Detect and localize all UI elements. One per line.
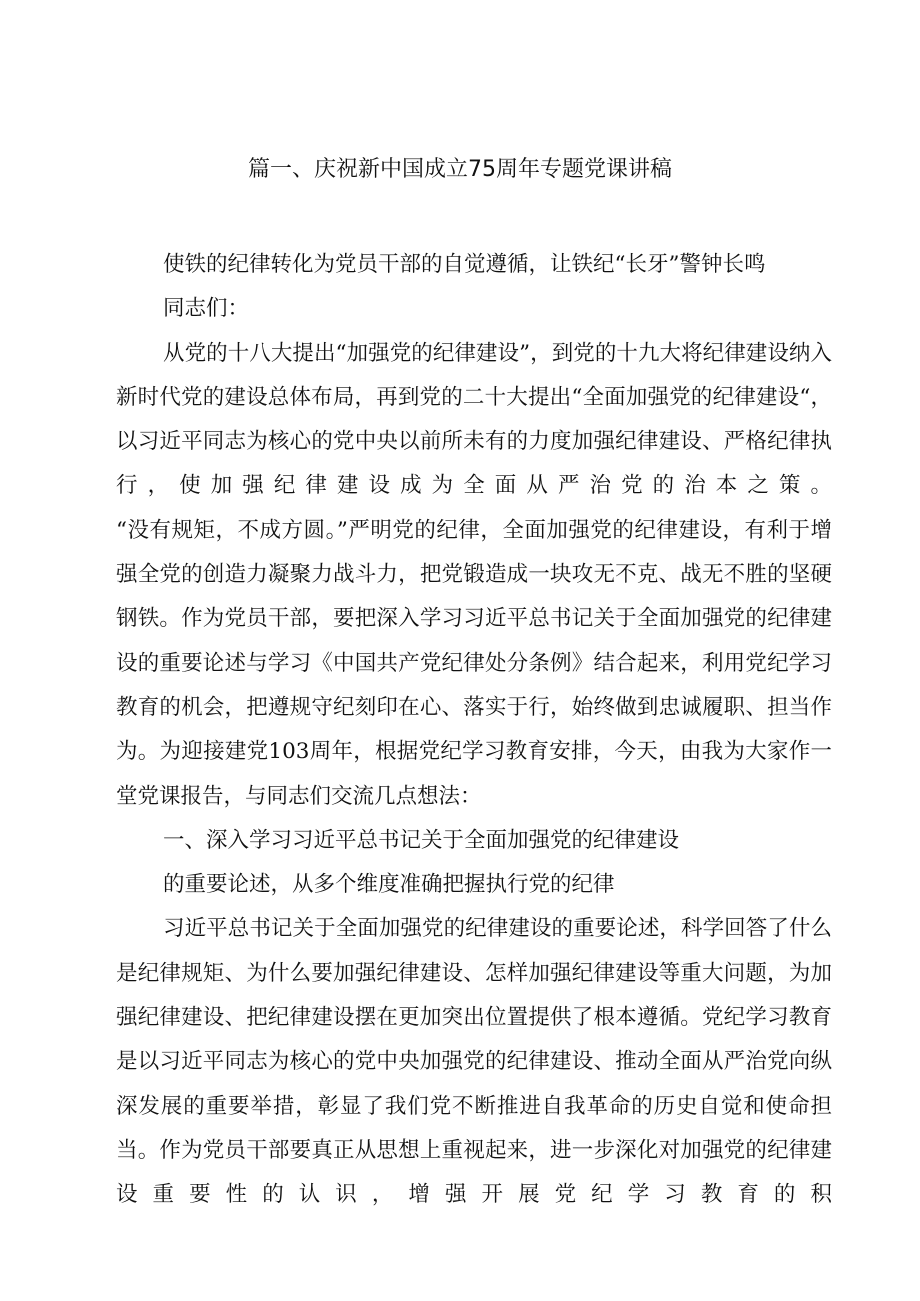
paragraph: 从党的十八大提出“加强党的纪律建设”，到党的十九大将纪律建设纳入新时代党的建设总体布局，再到党的二十大提出“全面加强党的纪律建设“，以习近平同志为核心的党中央以前所未有的力度加强纪律建设、严格纪律执行，使加强纪律建设成为全面从严治党的治本之策。 [116,340,832,499]
salutation: 同志们： [163,296,250,322]
section-heading: 一、深入学习习近平总书记关于全面加强党的纪律建设 [163,827,680,853]
document-body [116,243,832,1218]
paragraph: “没有规矩，不成方圆。”严明党的纪律，全面加强党的纪律建设，有利于增强全党的创造力凝聚力战斗力，把党锻造成一块攻无不克、战无不胜的坚硬钢铁。作为党员干部，要把深入学习习近平总书记关于全面加强党的纪律建设的重要论述与学习《中国共产党纪律处分条例》结合起来，利用党纪学习教育的机会，把遵规守纪刻印在心、落实于行，始终做到忠诚履职、担当作为。为迎接建党103周年，根据党纪学习教育安排，今天，由我为大家作一堂党课报告，与同志们交流几点想法： [116,517,832,809]
subtitle: 使铁的纪律转化为党员干部的自觉遵循，让铁纪“长牙”警钟长鸣 [163,252,766,277]
paragraph: 习近平总书记关于全面加强党的纪律建设的重要论述，科学回答了什么是纪律规矩、为什么要加强纪律建设、怎样加强纪律建设等重大问题，为加强纪律建设、把纪律建设摆在更加突出位置提供了根本遵循。党纪学习教育是以习近平同志为核心的党中央加强党的纪律建设、推动全面从严治党向纵深发展的重要举措，彰显了我们党不断推进自我革命的历史自觉和使命担当。作为党员干部要真正从思想上重视起来，进一步深化对加强党的纪律建设重要性的认识，增强开展党纪学习教育的积 [116,916,832,1208]
document-title: 篇一、庆祝新中国成立75周年专题党课讲稿 [248,157,672,182]
section-subheading: 的重要论述，从多个维度准确把握执行党的纪律 [163,872,615,898]
